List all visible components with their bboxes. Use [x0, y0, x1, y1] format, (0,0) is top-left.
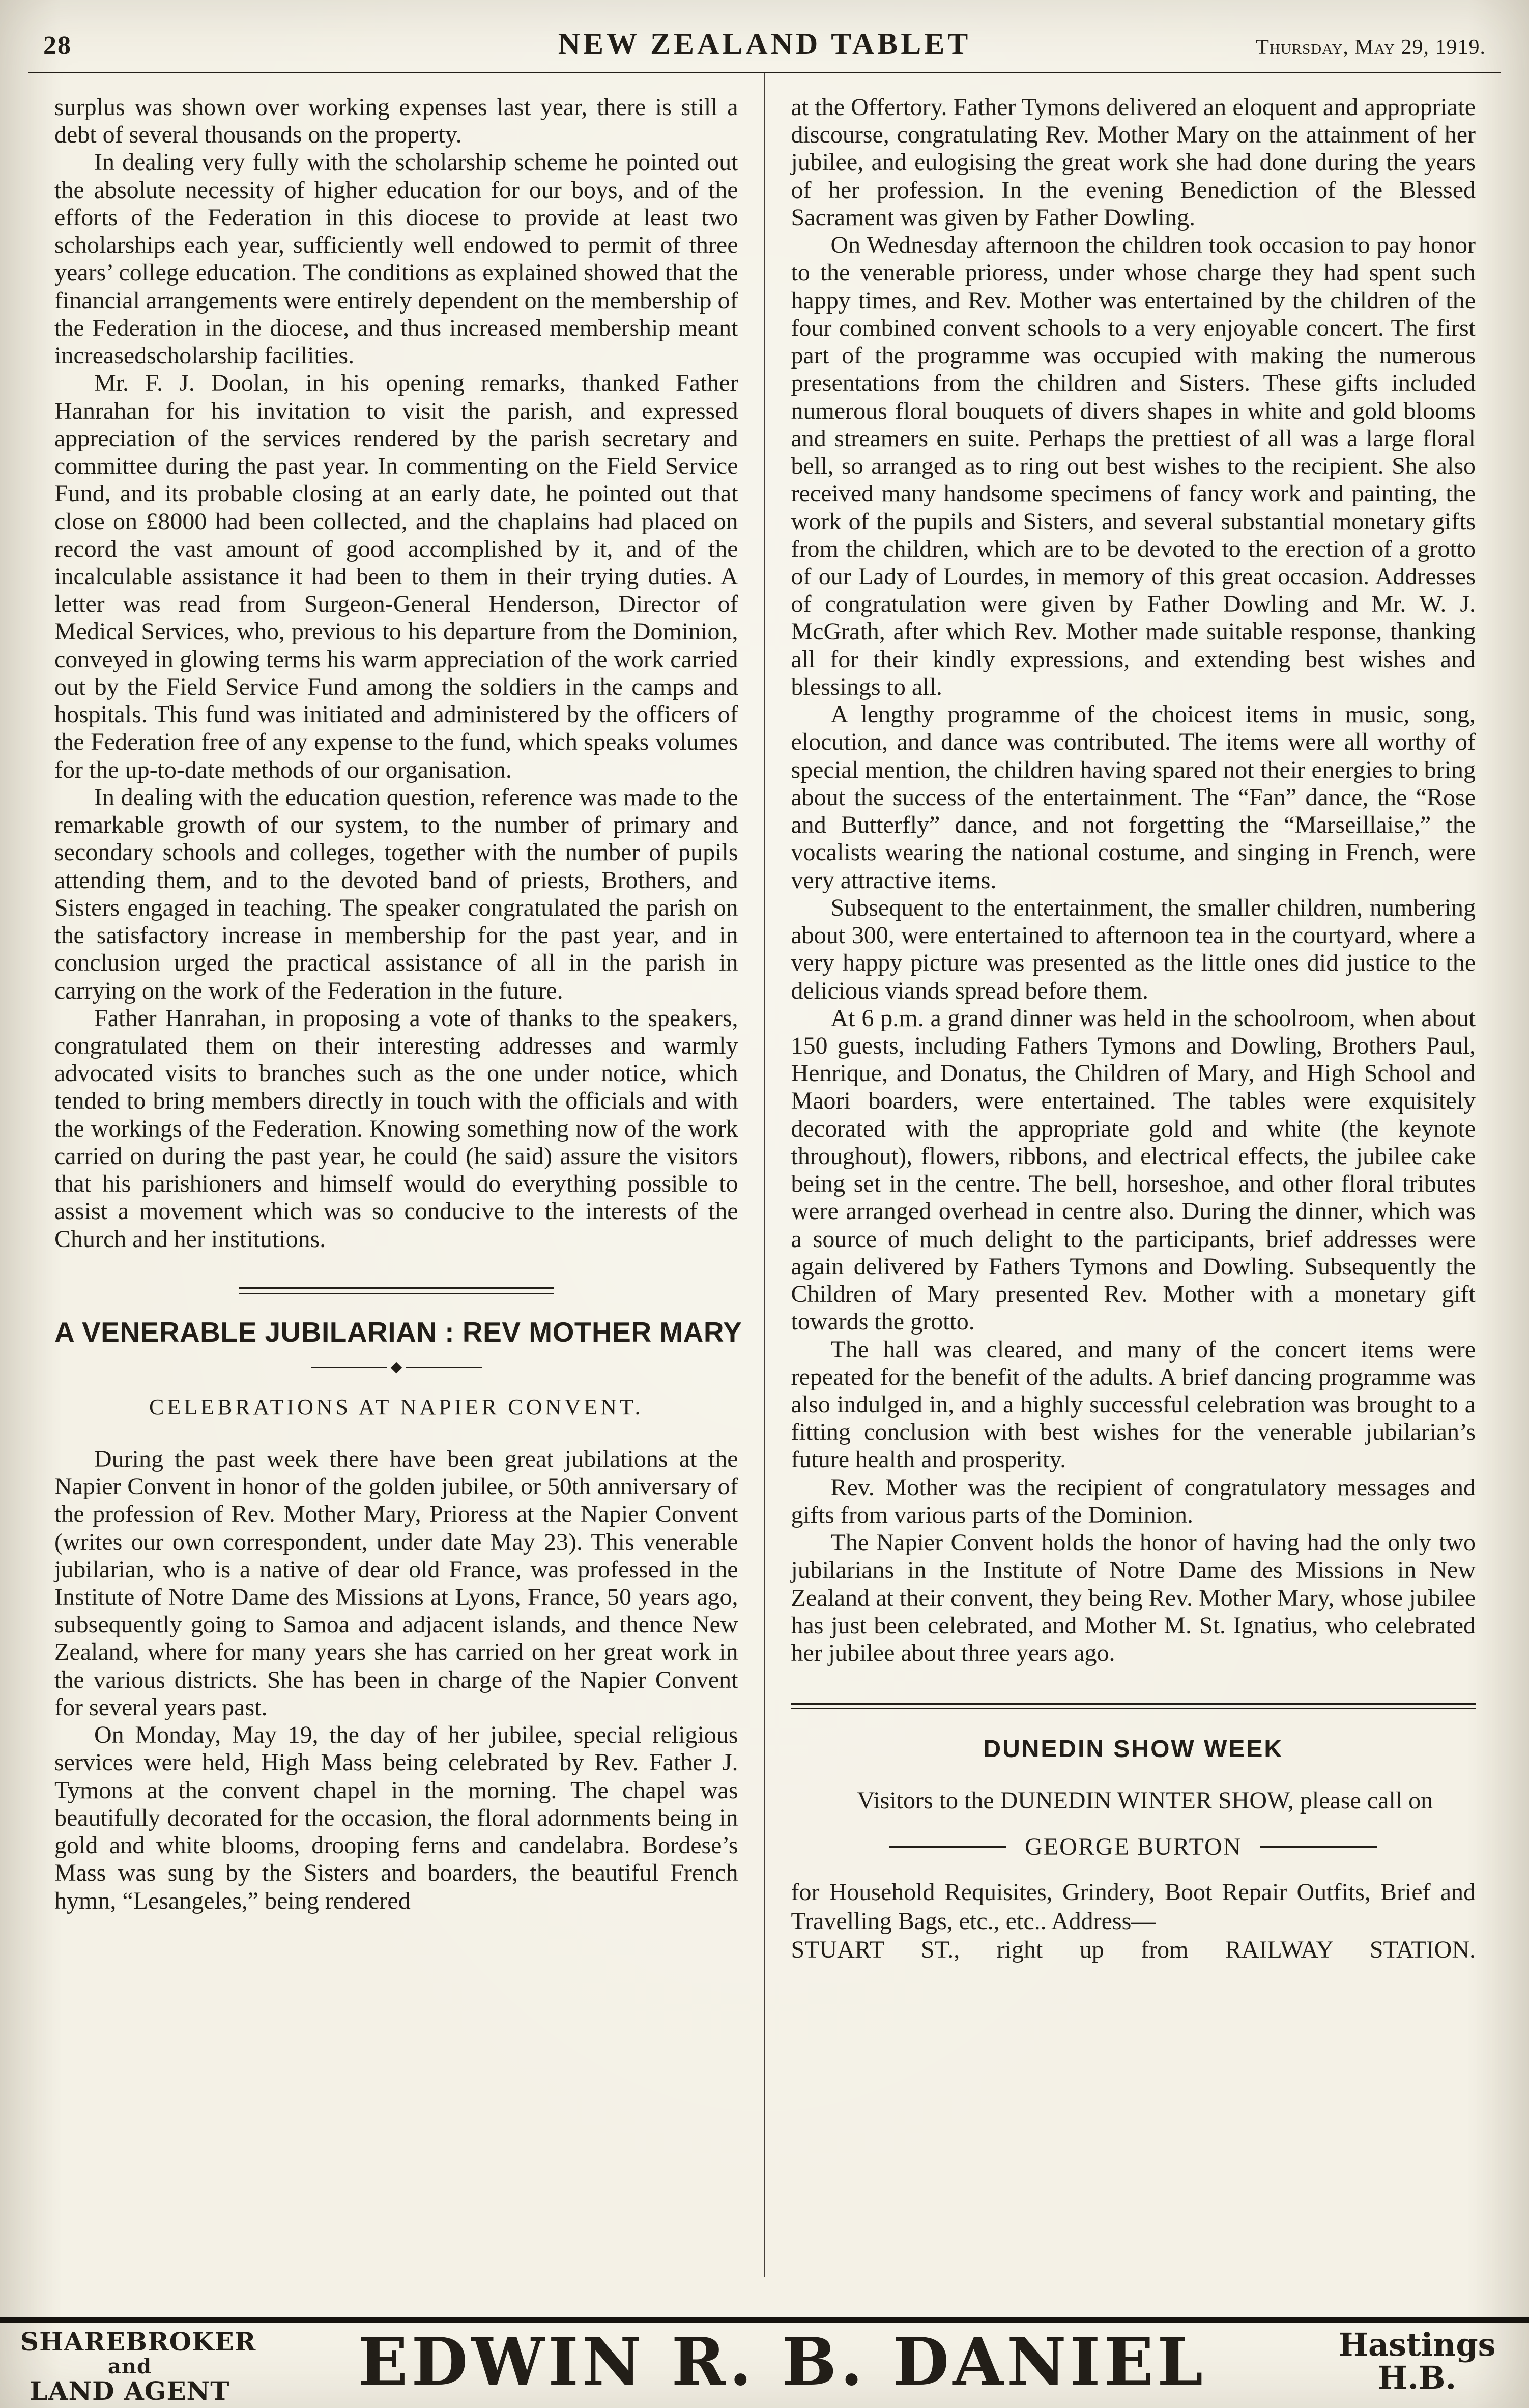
- paragraph: Mr. F. J. Doolan, in his opening remarks, thanked Father Hanrahan for his invitation to visit the parish, and expressed appreciation of the services rendered by the parish secretary and committee during the past year. In commenting on the Field Service Fund, and its probable closing at an early date, he pointed out that close on £8000 had been collected, and the chaplains had placed on record the vast amount of good accomplished by it, and of the incalculable assistance it had been to them in their trying duties. A letter was read from Surgeon-General Henderson, Director of Medical Services, who, previous to his departure from the Dominion, conveyed in glowing terms his warm appreciation of the work carried out by the Field Service Fund among the soldiers in the camps and hospitals. This fund was initiated and administered by the officers of the Federation free of any expense to the fund, which speaks volumes for the up-to-date methods of our organisation.: [54, 370, 738, 783]
- advertiser-name-row: [791, 1833, 1476, 1861]
- paper-title: NEW ZEALAND TABLET: [558, 27, 971, 61]
- paragraph: Subsequent to the entertainment, the smaller children, numbering about 300, were entertained to afternoon tea in the courtyard, where a very happy picture was presented as the little ones did justice to the delicious viands spread before them.: [791, 894, 1476, 1004]
- page-number: 28: [43, 31, 72, 60]
- footer-location-block: [1325, 2326, 1509, 2397]
- ad-intro-text: Visitors to the DUNEDIN WINTER SHOW, please call on: [857, 1787, 1433, 1815]
- article-subtitle: CELEBRATIONS AT NAPIER CONVENT.: [149, 1394, 644, 1420]
- article-header: [54, 1287, 742, 1420]
- dunedin-show-week-ad: [791, 1703, 1476, 1965]
- footer-location-line: H.B.: [1377, 2359, 1457, 2397]
- footer-occupation-line: and: [108, 2355, 152, 2378]
- page-columns: [28, 73, 1501, 2277]
- ornament-line: [406, 1367, 482, 1368]
- paragraph: A lengthy programme of the choicest items in music, song, elocution, and dance was contributed. The items were all worthy of special mention, the children having spared not their energies to bring about the success of the entertainment. The “Fan” dance, the “Rose and Butterfly” dance, and not forgetting the “Marseillaise,” the vocalists wearing the national costume, and singing in French, were very attractive items.: [791, 701, 1476, 894]
- diamond-ornament-icon: [390, 1362, 402, 1374]
- paragraph: On Wednesday afternoon the children took occasion to pay honor to the venerable prioress, under whose charge they had spent such happy times, and Rev. Mother was entertained by the children of the four combined convent schools to a very enjoyable concert. The first part of the programme was occupied with making the numerous presentations from the children and Sisters. These gifts included numerous floral bouquets of divers shapes in white and gold blooms and streamers en suite. Perhaps the prettiest of all was a large floral bell, so arranged as to ring out best wishes to the recipient. She also received many handsome specimens of fancy work and painting, the work of the pupils and Sisters, and several substantial monetary gifts from the children, which are to be devoted to the erection of a grotto of our Lady of Lourdes, in memory of this great occasion. Addresses of congratulation were given by Father Dowling and Mr. W. J. McGrath, after which Rev. Mother made suitable response, thanking all for their kindly expressions, and extending best wishes and blessings to all.: [791, 232, 1476, 700]
- left-column: [28, 73, 765, 2277]
- masthead: [28, 13, 1501, 73]
- federation-article-continuation: [54, 94, 738, 1253]
- ad-details-text: for Household Requisites, Grindery, Boot Repair Outfits, Brief and Travelling Bags, etc., etc.. Address—: [791, 1878, 1476, 1935]
- paragraph: During the past week there have been great jubilations at the Napier Convent in honor of the golden jubilee, or 50th anniversary of the profession of Rev. Mother Mary, Prioress at the Napier Convent (writes our own correspondent, under date May 23). This venerable jubilarian, who is a native of dear old France, was professed in the Institute of Notre Dame des Missions at Lyons, France, 50 years ago, subsequently going to Samoa and adjacent islands, and thence New Zealand, where for many years she has carried on her great work in the various districts. She has been in charge of the Napier Convent for several years past.: [54, 1445, 738, 1721]
- paragraph: Rev. Mother was the recipient of congratulatory messages and gifts from various parts of the Dominion.: [791, 1474, 1476, 1528]
- paragraph: surplus was shown over working expenses last year, there is still a debt of several thousands on the property.: [54, 94, 738, 149]
- paragraph: On Monday, May 19, the day of her jubilee, special religious services were held, High Mass being celebrated by Rev. Father J. Tymons at the convent chapel in the morning. The chapel was beautifully decorated for the occasion, the floral adornments being in gold and white blooms, drooping ferns and candelabra. Bordese’s Mass was sung by the Sisters and boarders, the beautiful French hymn, “Lesangeles,” being rendered: [54, 1721, 738, 1914]
- ad-top-rule: [791, 1703, 1476, 1709]
- dash-rule: [1260, 1846, 1377, 1848]
- paragraph: at the Offertory. Father Tymons delivered an eloquent and appropriate discourse, congratulating Rev. Mother Mary on the attainment of her jubilee, and eulogising the great work she had done during the years of her profession. In the evening Benediction of the Blessed Sacrament was given by Father Dowling.: [791, 94, 1476, 231]
- paragraph: In dealing very fully with the scholarship scheme he pointed out the absolute necessity of higher education for our boys, and of the efforts of the Federation in this diocese to provide at least two scholarships each year, sufficiently well endowed to permit of three years’ college education. The conditions as explained showed that the financial arrangements were entirely dependent on the membership of the Federation in the diocese, and thus increased membership meant increasedscholarship facilities.: [54, 149, 738, 370]
- paragraph: At 6 p.m. a grand dinner was held in the schoolroom, when about 150 guests, including Fathers Tymons and Dowling, Brothers Paul, Henrique, and Donatus, the Children of Mary, and High School and Maori boarders, were entertained. The tables were exquisitely decorated with the appropriate gold and white (the keynote throughout), flowers, ribbons, and electrical effects, the jubilee cake being set in the centre. The bell, horseshoe, and other floral tributes were arranged overhead in centre also. During the dinner, which was a source of much delight to the participants, brief addresses were again delivered by Fathers Tymons and Dowling. Subsequently the Children of Mary presented Rev. Mother with a monetary gift towards the grotto.: [791, 1004, 1476, 1336]
- ad-address-text: STUART ST., right up from RAILWAY STATION.: [791, 1936, 1476, 1964]
- paragraph: The Napier Convent holds the honor of having had the only two jubilarians in the Institute of Notre Dame des Missions in New Zealand at their convent, they being Rev. Mother Mary, whose jubilee has just been celebrated, and Mother M. St. Ignatius, who celebrated her jubilee about three years ago.: [791, 1529, 1476, 1667]
- jubilarian-article-body: [54, 1446, 738, 1915]
- advertiser-name: GEORGE BURTON: [1025, 1833, 1242, 1860]
- issue-date: Thursday, May 29, 1919.: [1256, 36, 1486, 59]
- jubilarian-article-continuation: [791, 94, 1476, 1667]
- article-title: A VENERABLE JUBILARIAN : REV MOTHER MARY: [54, 1316, 742, 1348]
- ad-title: DUNEDIN SHOW WEEK: [983, 1736, 1284, 1763]
- footer-occupation-line: LAND AGENT: [30, 2376, 230, 2406]
- paragraph: Father Hanrahan, in proposing a vote of thanks to the speakers, congratulated them on their interesting addresses and warmly advocated visits to branches such as the one under notice, which tended to bring members directly in touch with the officials and with the workings of the Federation. Knowing something now of the work carried on during the past year, he could (he said) assure the visitors that his parishioners and himself would do everything possible to assist a movement which was so conducive to the interests of the Church and her institutions.: [54, 1004, 738, 1253]
- footer-occupation-block: [20, 2327, 256, 2406]
- title-ornament: [54, 1364, 738, 1372]
- footer-advertisement: [0, 2317, 1529, 2408]
- footer-occupation-line: SHAREBROKER: [20, 2327, 256, 2357]
- paragraph: The hall was cleared, and many of the concert items were repeated for the benefit of the adults. A brief dancing programme was also indulged in, and a highly successful celebration was brought to a fitting conclusion with best wishes for the venerable jubilarian’s future health and prosperity.: [791, 1336, 1476, 1474]
- right-column: [765, 73, 1502, 2277]
- dash-rule: [889, 1846, 1006, 1848]
- ornament-line: [311, 1367, 387, 1368]
- footer-advertiser-name: EDWIN R. B. DANIEL: [358, 2324, 1207, 2400]
- paragraph: In dealing with the education question, reference was made to the remarkable growth of our system, to the number of primary and secondary schools and colleges, together with the number of pupils attending them, and to the devoted band of priests, Brothers, and Sisters engaged in teaching. The speaker congratulated the parish on the satisfactory increase in membership for the past year, and in conclusion urged the practical assistance of all in the parish in carrying on the work of the Federation in the future.: [54, 783, 738, 1004]
- footer-location-line: Hastings: [1338, 2326, 1496, 2363]
- section-divider-double-rule: [239, 1287, 554, 1294]
